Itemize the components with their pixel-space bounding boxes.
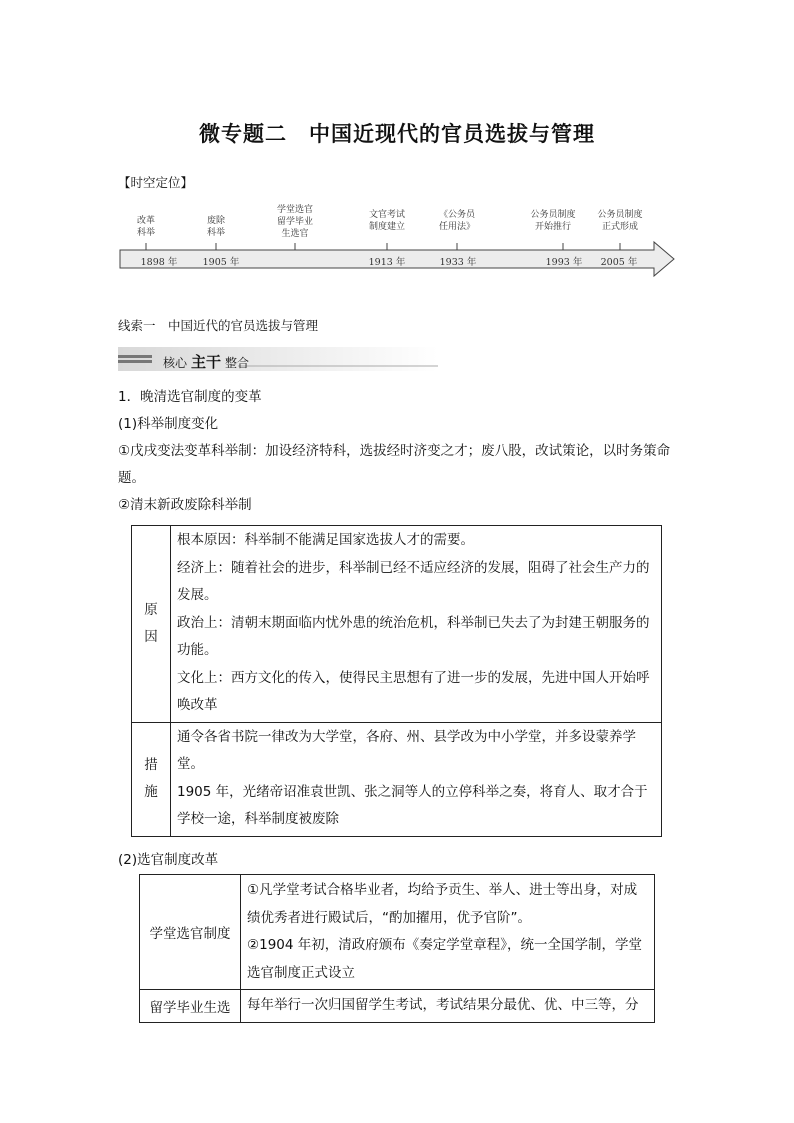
- school-system-item: ①凡学堂考试合格毕业者，均给予贡生、举人、进士等出身，对成绩优秀者进行殿试后，“酌加擢用，优予官阶”。: [247, 882, 638, 926]
- heading-1-1: (1)科举制度变化: [118, 416, 219, 432]
- reason-item: 政治上：清朝末期面临内忧外患的统治危机，科举制已失去了为封建王朝服务的功能。: [177, 614, 650, 658]
- reason-cell: [171, 526, 662, 723]
- heading-abolish: ②清末新政废除科举制: [118, 497, 252, 513]
- timeline-event: 公务员制度 正式形成: [597, 210, 643, 232]
- school-system-item: ②1904 年初，清政府颁布《奏定学堂章程》，统一全国学制，学堂选官制度正式设立: [247, 937, 642, 981]
- abolish-table: [131, 525, 662, 837]
- timeline-event: 改革 科举: [136, 216, 155, 238]
- page-title: 微专题二 中国近现代的官员选拔与管理: [199, 122, 595, 146]
- school-system-label: 学堂选官制度: [140, 875, 241, 990]
- measure-item: 通令各省书院一律改为大学堂，各府、州、县学改为中小学堂，并多设蒙养学堂。: [177, 728, 636, 772]
- measure-cell: [171, 722, 662, 836]
- timeline-event: 学堂选官 留学毕业 生选官: [276, 205, 313, 239]
- timeline-event: 文官考试 制度建立: [368, 210, 405, 232]
- overseas-label: 留学毕业生选: [140, 990, 241, 1023]
- heading-1-2: (2)选官制度改革: [118, 852, 219, 868]
- core-a: 核心: [163, 356, 188, 370]
- paragraph-reform: ①戊戌变法变革科举制：加设经济特科，选拔经时济变之才；废八股，改试策论，以时务策命题。: [118, 443, 671, 486]
- timeline-event: 公务员制度 开始推行: [530, 210, 576, 232]
- timeline-year: 1905 年: [202, 257, 240, 268]
- overseas-cell: 每年举行一次归国留学生考试，考试结果分最优、优、中三等，分: [241, 990, 655, 1023]
- reason-item: 文化上：西方文化的传入，使得民主思想有了进一步的发展，先进中国人开始呼唤改革: [177, 669, 650, 713]
- school-system-cell: [241, 875, 655, 990]
- timeline-year: 1993 年: [545, 257, 583, 268]
- clue-heading: 线索一 中国近代的官员选拔与管理: [118, 318, 319, 333]
- reason-label: 原 因: [132, 526, 171, 723]
- selection-table: [139, 874, 655, 1023]
- heading-1: 1．晚清选官制度的变革: [118, 389, 262, 405]
- timeline-year: 2005 年: [600, 257, 638, 268]
- measure-item: 1905 年，光绪帝诏准袁世凯、张之洞等人的立停科举之奏，将育人、取才合于学校一途，科举制度被废除: [177, 783, 648, 827]
- core-c: 整合: [225, 356, 250, 370]
- timeline-year: 1933 年: [439, 257, 477, 268]
- measure-label: 措 施: [132, 722, 171, 836]
- section-tag: 【时空定位】: [118, 175, 194, 190]
- core-banner-text: [163, 351, 249, 372]
- reason-item: 经济上：随着社会的进步，科举制已经不适应经济的发展，阻碍了社会生产力的发展。: [177, 559, 650, 603]
- reason-item: 根本原因：科举制不能满足国家选拔人才的需要。: [177, 532, 474, 548]
- timeline-event: 废除 科举: [206, 216, 225, 238]
- timeline-year: 1913 年: [368, 257, 406, 268]
- timeline-event: 《公务员 任用法》: [438, 210, 475, 232]
- timeline-year: 1898 年: [140, 257, 178, 268]
- core-b: 主干: [191, 353, 222, 371]
